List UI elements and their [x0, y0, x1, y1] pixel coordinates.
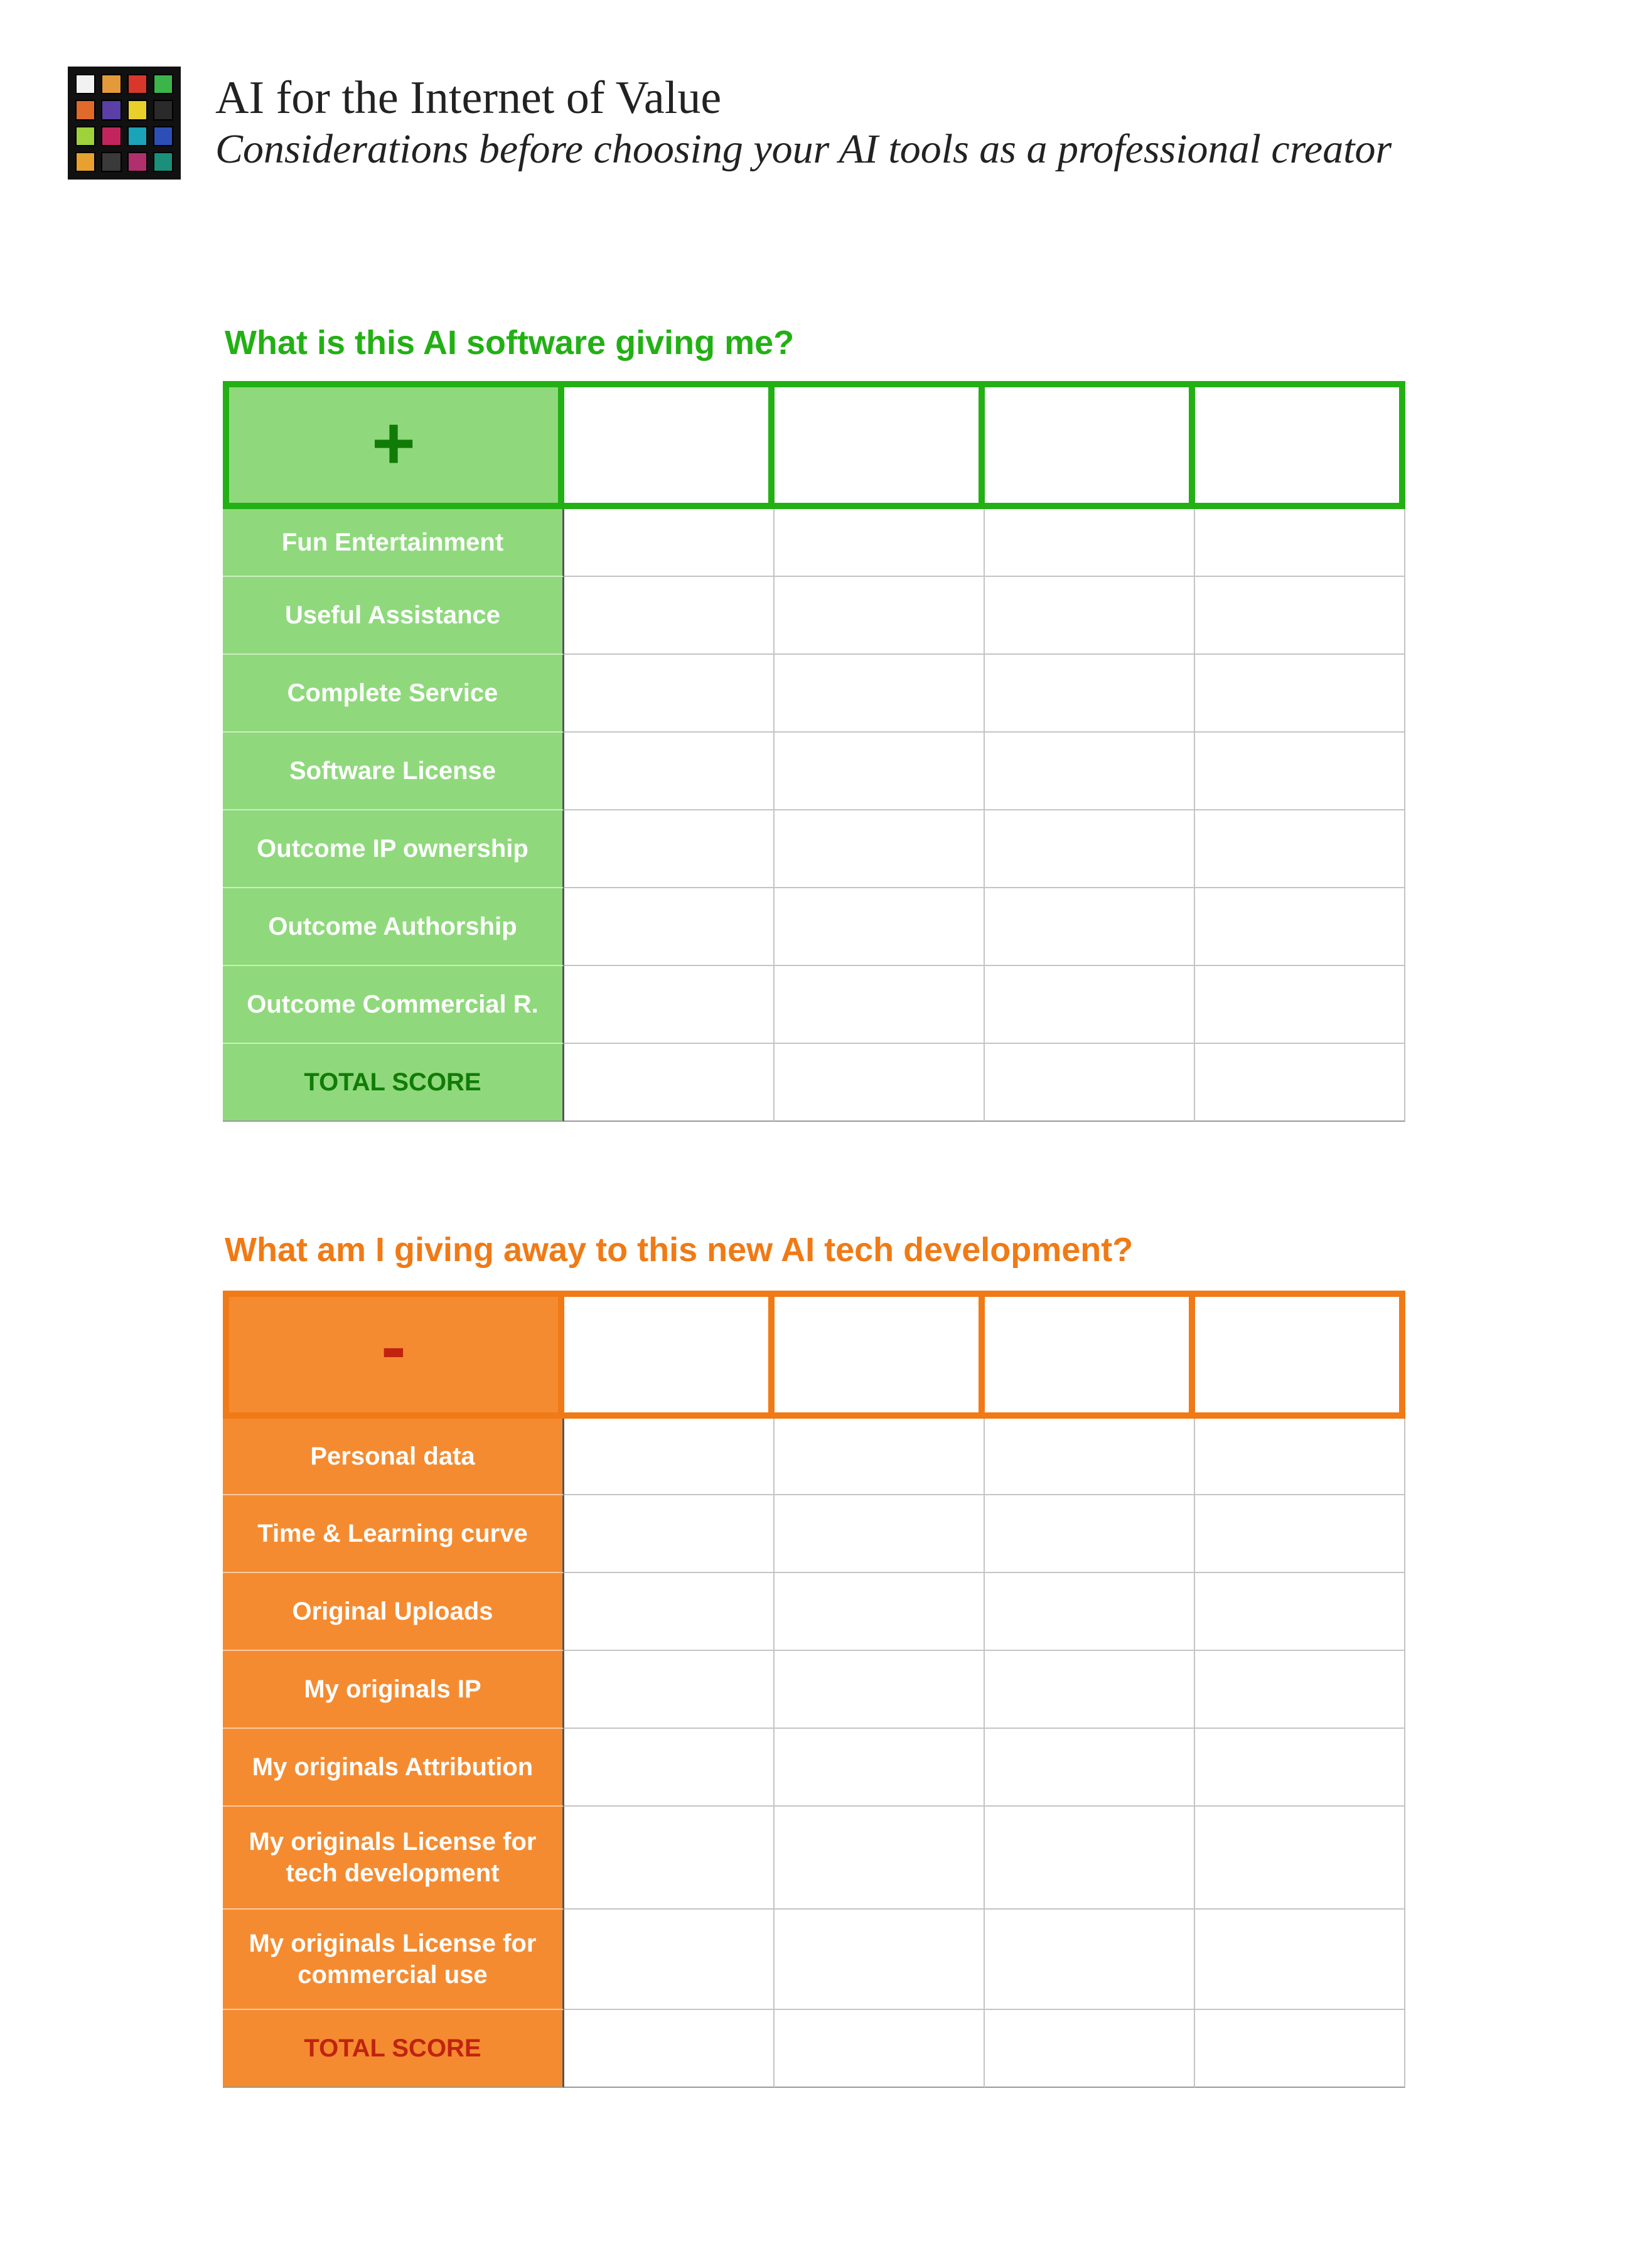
- cost-row-label: Personal data: [223, 1419, 564, 1495]
- logo-tile: [127, 100, 148, 120]
- cost-score-cell[interactable]: [1195, 1651, 1405, 1729]
- table-row: [223, 1495, 1405, 1573]
- cost-score-cell[interactable]: [1195, 2010, 1405, 2088]
- gain-score-cell[interactable]: [564, 966, 775, 1044]
- gain-score-cell[interactable]: [564, 810, 775, 888]
- gain-score-cell[interactable]: [775, 509, 985, 577]
- gain-score-cell[interactable]: [775, 655, 985, 733]
- cost-score-cell[interactable]: [1195, 1807, 1405, 1910]
- cost-score-cell[interactable]: [1195, 1729, 1405, 1807]
- logo-tile: [153, 100, 173, 120]
- table-row: [223, 1651, 1405, 1729]
- gain-total-row: [223, 1044, 1405, 1122]
- cost-score-cell[interactable]: [564, 1573, 775, 1651]
- gain-score-cell[interactable]: [985, 577, 1195, 655]
- gain-score-cell[interactable]: [775, 888, 985, 966]
- cost-score-cell[interactable]: [985, 1807, 1195, 1910]
- gain-score-cell[interactable]: [1195, 509, 1405, 577]
- gain-row-label: Outcome IP ownership: [223, 810, 564, 888]
- gain-score-cell[interactable]: [564, 733, 775, 810]
- logo: [68, 67, 181, 180]
- gain-score-cell[interactable]: [985, 810, 1195, 888]
- gain-total-score-label: TOTAL SCORE: [223, 1044, 564, 1122]
- gain-row-label: Useful Assistance: [223, 577, 564, 655]
- cost-score-cell[interactable]: [775, 1910, 985, 2010]
- cost-score-cell[interactable]: [985, 1651, 1195, 1729]
- cost-column-header-4[interactable]: [1195, 1291, 1405, 1419]
- cost-total-row: [223, 2010, 1405, 2088]
- cost-score-cell[interactable]: [985, 2010, 1195, 2088]
- cost-score-cell[interactable]: [564, 1419, 775, 1495]
- page-title: AI for the Internet of Value: [215, 72, 722, 124]
- gain-score-cell[interactable]: [564, 509, 775, 577]
- gain-score-cell[interactable]: [1195, 655, 1405, 733]
- table-row: [223, 655, 1405, 733]
- logo-tile: [153, 152, 173, 172]
- gain-column-header-1[interactable]: [564, 381, 775, 509]
- cost-score-cell[interactable]: [775, 1495, 985, 1573]
- cost-score-cell[interactable]: [775, 1651, 985, 1729]
- table-row: [223, 577, 1405, 655]
- cost-score-cell[interactable]: [985, 1419, 1195, 1495]
- gain-score-cell[interactable]: [775, 1044, 985, 1122]
- cost-question: What am I giving away to this new AI tech development?: [225, 1231, 1134, 1269]
- gain-score-cell[interactable]: [1195, 810, 1405, 888]
- cost-score-cell[interactable]: [564, 1495, 775, 1573]
- gain-column-header-2[interactable]: [775, 381, 985, 509]
- cost-table: [223, 1291, 1405, 2088]
- logo-tile: [127, 126, 148, 146]
- logo-tile: [75, 152, 95, 172]
- gain-score-cell[interactable]: [564, 655, 775, 733]
- table-row: [223, 1807, 1405, 1910]
- gain-score-cell[interactable]: [564, 577, 775, 655]
- cost-score-cell[interactable]: [775, 1573, 985, 1651]
- gain-score-cell[interactable]: [1195, 888, 1405, 966]
- gain-score-cell[interactable]: [1195, 577, 1405, 655]
- logo-tile: [153, 74, 173, 94]
- gain-score-cell[interactable]: [1195, 966, 1405, 1044]
- logo-tile: [101, 100, 121, 120]
- cost-score-cell[interactable]: [1195, 1573, 1405, 1651]
- logo-tile: [101, 74, 121, 94]
- gain-row-label: Complete Service: [223, 655, 564, 733]
- logo-tile: [75, 100, 95, 120]
- gain-row-label: Fun Entertainment: [223, 509, 564, 577]
- cost-score-cell[interactable]: [1195, 1910, 1405, 2010]
- gain-score-cell[interactable]: [564, 1044, 775, 1122]
- cost-row-label: My originals License for tech development: [223, 1807, 564, 1910]
- cost-row-label: Original Uploads: [223, 1573, 564, 1651]
- gain-row-label: Outcome Commercial R.: [223, 966, 564, 1044]
- gain-score-cell[interactable]: [985, 966, 1195, 1044]
- cost-score-cell[interactable]: [985, 1729, 1195, 1807]
- table-row: [223, 1419, 1405, 1495]
- cost-score-cell[interactable]: [564, 1651, 775, 1729]
- cost-row-label: My originals License for commercial use: [223, 1910, 564, 2010]
- table-row: [223, 1910, 1405, 2010]
- cost-row-label: My originals IP: [223, 1651, 564, 1729]
- logo-tile: [101, 126, 121, 146]
- gain-score-cell[interactable]: [985, 888, 1195, 966]
- gain-score-cell[interactable]: [564, 888, 775, 966]
- cost-score-cell[interactable]: [985, 1573, 1195, 1651]
- cost-score-cell[interactable]: [775, 1729, 985, 1807]
- cost-total-score-label: TOTAL SCORE: [223, 2010, 564, 2088]
- cost-score-cell[interactable]: [775, 1419, 985, 1495]
- logo-tile: [101, 152, 121, 172]
- table-row: [223, 888, 1405, 966]
- gain-column-header-4[interactable]: [1195, 381, 1405, 509]
- cost-score-cell[interactable]: [775, 2010, 985, 2088]
- table-row: [223, 1573, 1405, 1651]
- cost-row-label: Time & Learning curve: [223, 1495, 564, 1573]
- cost-score-cell[interactable]: [1195, 1495, 1405, 1573]
- page-subtitle: Considerations before choosing your AI tools as a professional creator: [215, 126, 1392, 172]
- gain-rows: [223, 509, 1405, 1122]
- cost-score-cell[interactable]: [775, 1807, 985, 1910]
- cost-column-header-2[interactable]: [775, 1291, 985, 1419]
- gain-score-cell[interactable]: [775, 966, 985, 1044]
- logo-tile: [127, 152, 148, 172]
- cost-row-label: My originals Attribution: [223, 1729, 564, 1807]
- gain-column-header-3[interactable]: [985, 381, 1195, 509]
- gain-row-label: Software License: [223, 733, 564, 810]
- gain-score-cell[interactable]: [775, 810, 985, 888]
- gain-score-cell[interactable]: [775, 577, 985, 655]
- cost-score-cell[interactable]: [1195, 1419, 1405, 1495]
- cost-score-cell[interactable]: [564, 1910, 775, 2010]
- gain-score-cell[interactable]: [985, 655, 1195, 733]
- cost-table-header: [223, 1291, 1405, 1419]
- gain-score-cell[interactable]: [985, 1044, 1195, 1122]
- cost-column-header-3[interactable]: [985, 1291, 1195, 1419]
- logo-tile: [75, 126, 95, 146]
- table-row: [223, 810, 1405, 888]
- gain-score-cell[interactable]: [1195, 733, 1405, 810]
- logo-tile: [127, 74, 148, 94]
- gain-score-cell[interactable]: [985, 509, 1195, 577]
- logo-tile: [153, 126, 173, 146]
- gain-question: What is this AI software giving me?: [225, 324, 795, 362]
- plus-symbol: +: [223, 381, 564, 509]
- cost-rows: [223, 1419, 1405, 2088]
- cost-score-cell[interactable]: [564, 1729, 775, 1807]
- table-row: [223, 509, 1405, 577]
- cost-score-cell[interactable]: [985, 1910, 1195, 2010]
- gain-table-header: [223, 381, 1405, 509]
- table-row: [223, 733, 1405, 810]
- gain-row-label: Outcome Authorship: [223, 888, 564, 966]
- gain-score-cell[interactable]: [775, 733, 985, 810]
- gain-score-cell[interactable]: [1195, 1044, 1405, 1122]
- cost-score-cell[interactable]: [985, 1495, 1195, 1573]
- table-row: [223, 966, 1405, 1044]
- gain-score-cell[interactable]: [985, 733, 1195, 810]
- table-row: [223, 1729, 1405, 1807]
- gain-table: [223, 381, 1405, 1122]
- cost-score-cell[interactable]: [564, 1807, 775, 1910]
- cost-score-cell[interactable]: [564, 2010, 775, 2088]
- logo-tile: [75, 74, 95, 94]
- cost-column-header-1[interactable]: [564, 1291, 775, 1419]
- minus-symbol: -: [223, 1291, 564, 1419]
